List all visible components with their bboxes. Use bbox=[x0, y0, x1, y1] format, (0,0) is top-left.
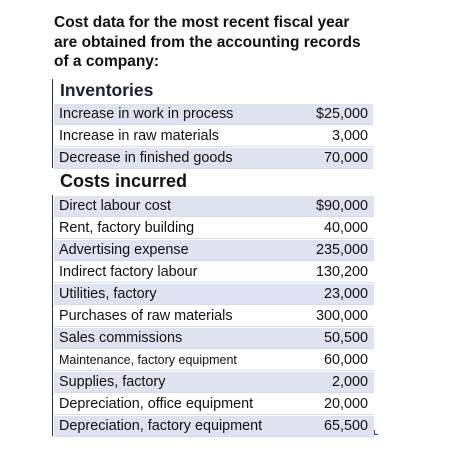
table-row bbox=[54, 240, 374, 261]
row-value: 130,200 bbox=[315, 264, 368, 280]
table-row bbox=[54, 372, 374, 393]
row-value: 235,000 bbox=[315, 242, 368, 258]
table-row bbox=[54, 104, 373, 125]
row-label: Maintenance, factory equipment bbox=[59, 353, 237, 367]
intro-line: are obtained from the accounting records bbox=[54, 33, 361, 51]
corner-mark-icon bbox=[374, 430, 378, 435]
row-value: 40,000 bbox=[323, 220, 368, 236]
table-row bbox=[54, 306, 374, 327]
row-label: Purchases of raw materials bbox=[59, 308, 233, 324]
row-value: 20,000 bbox=[323, 396, 368, 412]
row-value: 300,000 bbox=[315, 308, 368, 324]
table-row bbox=[54, 394, 374, 415]
table-row bbox=[54, 416, 374, 437]
row-label: Advertising expense bbox=[59, 242, 189, 258]
row-label: Increase in work in process bbox=[59, 106, 234, 122]
row-label: Decrease in finished goods bbox=[59, 150, 233, 166]
row-value: 23,000 bbox=[323, 286, 368, 302]
row-value: 2,000 bbox=[331, 374, 368, 390]
row-value: 50,500 bbox=[323, 330, 368, 346]
table-row bbox=[54, 284, 374, 305]
inventories-heading: Inventories bbox=[60, 80, 154, 100]
row-value: $25,000 bbox=[315, 106, 368, 122]
row-label: Direct labour cost bbox=[59, 198, 171, 214]
intro-line: of a company: bbox=[54, 53, 160, 70]
table-row bbox=[54, 126, 373, 147]
row-label: Depreciation, office equipment bbox=[59, 396, 254, 412]
table-row bbox=[54, 196, 374, 217]
row-label: Depreciation, factory equipment bbox=[59, 418, 263, 434]
row-value: 65,500 bbox=[323, 418, 368, 434]
row-label: Rent, factory building bbox=[59, 220, 195, 236]
costs-heading: Costs incurred bbox=[60, 171, 188, 191]
intro-paragraph bbox=[54, 13, 414, 72]
table-row bbox=[54, 328, 374, 349]
row-label: Indirect factory labour bbox=[59, 264, 198, 280]
table-row bbox=[54, 262, 374, 283]
table-row bbox=[54, 218, 374, 239]
table-left-border bbox=[52, 79, 53, 168]
table-row bbox=[54, 148, 373, 169]
row-label: Increase in raw materials bbox=[59, 128, 219, 144]
row-label: Supplies, factory bbox=[59, 374, 166, 390]
row-value: $90,000 bbox=[315, 198, 368, 214]
intro-line: Cost data for the most recent fiscal year bbox=[54, 14, 350, 31]
row-label: Utilities, factory bbox=[59, 286, 157, 302]
row-value: 70,000 bbox=[323, 150, 368, 166]
row-value: 60,000 bbox=[323, 352, 368, 368]
row-label: Sales commissions bbox=[59, 330, 183, 346]
row-value: 3,000 bbox=[331, 128, 368, 144]
table-left-border bbox=[52, 195, 53, 436]
table-row bbox=[54, 350, 374, 371]
